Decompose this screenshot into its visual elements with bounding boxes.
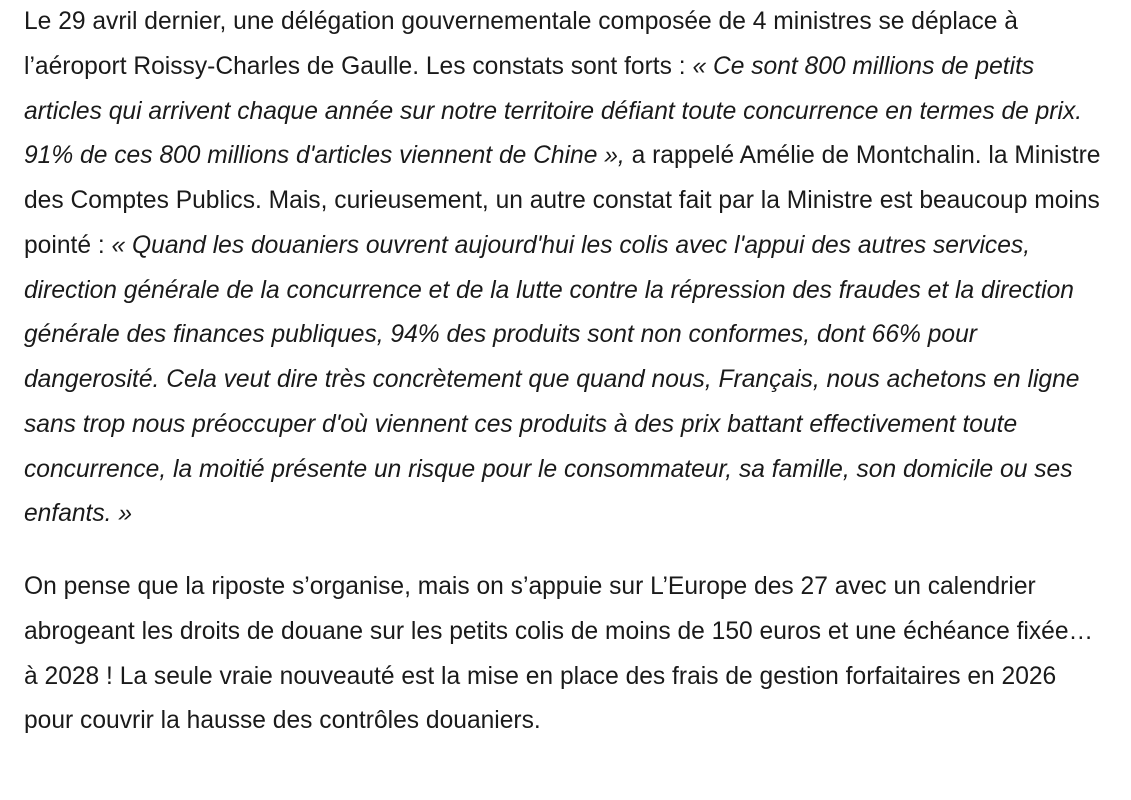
quote-douaniers: « Quand les douaniers ouvrent aujourd'hui les colis avec l'appui des autres services, direction générale de la concurrence et de la lutte contre la répression des fraudes et la direction générale des finances publiques, 94% des produits sont non conformes, dont 66% pour dangerosité. Cela veut dire très concrètement que quand nous, Français, nous achetons en ligne sans trop nous préoccuper d'où viennent ces produits à des prix battant effectivement toute concurrence, la moitié présente un risque pour le consommateur, sa famille, son domicile ou ses enfants. » (24, 231, 1080, 528)
paragraph-text: Le 29 avril dernier, une délégation gouvernementale composée de 4 ministres se déplace à l’aéroport Roissy-Charles de Gaulle. Les constats sont forts : (24, 8, 1018, 80)
paragraph-riposte (24, 565, 1107, 744)
quote-montchalin-articles: « Ce sont 800 millions de petits articles qui arrivent chaque année sur notre territoire défiant toute concurrence en termes de prix. 91% de ces 800 millions d'articles viennent de Chine », (24, 52, 1083, 170)
paragraph-text: a rappelé Amélie de Montchalin. la Ministre des Comptes Publics. Mais, curieusement, un autre constat fait par la Ministre est beaucoup moins pointé : (24, 142, 1101, 259)
paragraph-delegation (24, 0, 1107, 537)
paragraph-text: On pense que la riposte s’organise, mais on s’appuie sur L’Europe des 27 avec un calendrier abrogeant les droits de douane sur les petits colis de moins de 150 euros et une échéance fixée… à 2028 ! La seule vraie nouveauté est la mise en place des frais de gestion forfaitaires en 2026 pour couvrir la hausse des contrôles douaniers. (24, 573, 1094, 735)
